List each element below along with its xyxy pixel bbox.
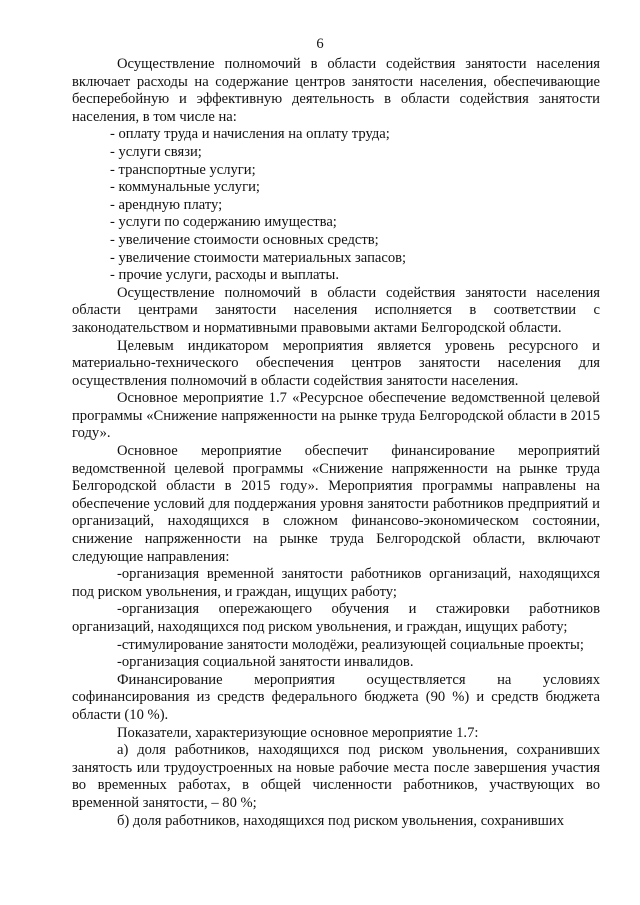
body-text: [72, 56, 600, 830]
paragraph: б) доля работников, находящихся под риском увольнения, сохранивших: [117, 812, 565, 829]
list-item: - услуги по содержанию имущества;: [110, 214, 337, 231]
paragraph: -стимулирование занятости молодёжи, реализующей социальные проекты;: [117, 636, 584, 653]
paragraph: Основное мероприятие обеспечит финансирование мероприятий ведомственной целевой программы «Снижение напряженности на рынке труда Белгородской области в 2015 году». Мероприятия программы направлены на обеспечение условий для поддержания уровня занятости работников предприятий и организаций, находящихся в сложном финансово-экономическом состоянии, снижение напряженности на рынке труда Белгородской области, включают следующие направления:: [72, 443, 600, 565]
list-item: - коммунальные услуги;: [110, 179, 260, 196]
list-item: - прочие услуги, расходы и выплаты.: [110, 267, 339, 284]
page-number: 6: [316, 36, 324, 52]
paragraph: Целевым индикатором мероприятия является уровень ресурсного и материально-технического обеспечения центров занятости населения для осуществления полномочий в области содействия занятости населения.: [72, 337, 600, 389]
list-item: - арендную плату;: [110, 196, 223, 213]
paragraph: а) доля работников, находящихся под риском увольнения, сохранивших занятость или трудоустроенных на новые рабочие места после завершения участия во временных работах, в общей численности работников, участвующих во временной занятости, – 80 %;: [72, 742, 600, 811]
paragraph: Осуществление полномочий в области содействия занятости населения области центрами занятости населения исполняется в соответствии с законодательством и нормативными правовыми актами Белгородской области.: [72, 284, 600, 336]
paragraph: -организация временной занятости работников организаций, находящихся под риском увольнения, и граждан, ищущих работу;: [72, 566, 600, 600]
paragraph: Основное мероприятие 1.7 «Ресурсное обеспечение ведомственной целевой программы «Снижение напряженности на рынке труда Белгородской области в 2015 году».: [72, 390, 600, 442]
paragraph-intro: Осуществление полномочий в области содействия занятости населения включает расходы на содержание центров занятости населения, обеспечивающие бесперебойную и эффективную деятельность в области содействия занятости населения, в том числе на:: [72, 56, 600, 125]
list-item: - услуги связи;: [110, 143, 202, 160]
list-item: - увеличение стоимости материальных запасов;: [110, 249, 407, 266]
paragraph: Показатели, характеризующие основное мероприятие 1.7:: [117, 724, 479, 741]
paragraph: -организация опережающего обучения и стажировки работников организаций, находящихся под риском увольнения, и граждан, ищущих работу;: [72, 601, 600, 635]
list-item: - оплату труда и начисления на оплату труда;: [110, 126, 390, 143]
paragraph: Финансирование мероприятия осуществляется на условиях софинансирования из средств федерального бюджета (90 %) и средств бюджета области (10 %).: [72, 671, 600, 723]
list-item: - транспортные услуги;: [110, 161, 256, 178]
paragraph: -организация социальной занятости инвалидов.: [117, 654, 414, 671]
list-item: - увеличение стоимости основных средств;: [110, 231, 379, 248]
